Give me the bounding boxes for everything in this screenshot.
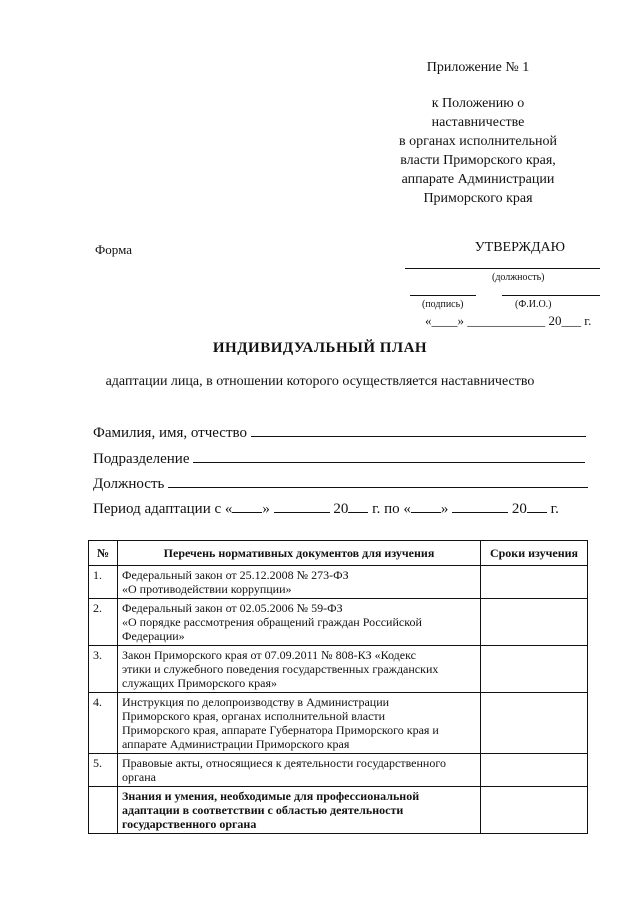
period-mid2: 20 — [333, 501, 349, 517]
row-document-line: Приморского края, аппарате Губернатора Приморского края и — [122, 723, 439, 737]
skills-row — [89, 787, 588, 834]
position-label: Должность — [93, 476, 165, 492]
skills-number-cell — [89, 787, 118, 834]
approval-date-line: «____» ____________ 20___ г. — [425, 313, 592, 328]
period-start-day-blank[interactable] — [232, 498, 262, 513]
table-row — [89, 754, 588, 787]
table-header-row — [89, 541, 588, 566]
row-document — [118, 693, 481, 754]
signature-line — [410, 295, 476, 296]
skills-text — [118, 787, 481, 834]
approval-signature-block — [400, 262, 600, 342]
fio-field — [93, 422, 586, 442]
row-term-cell[interactable] — [481, 599, 588, 646]
documents-table — [88, 540, 588, 834]
appendix-line: наставничестве — [431, 115, 525, 130]
name-hint: (Ф.И.О.) — [515, 299, 552, 310]
approval-title: УТВЕРЖДАЮ — [474, 240, 565, 255]
table-row — [89, 566, 588, 599]
department-label: Подразделение — [93, 451, 190, 467]
period-mid5: 20 — [511, 501, 527, 517]
row-term-cell[interactable] — [481, 754, 588, 787]
row-number: 3. — [89, 646, 118, 693]
department-field — [93, 448, 585, 468]
period-start-year-blank[interactable] — [348, 498, 368, 513]
form-label: Форма — [95, 242, 132, 257]
period-suffix: г. — [550, 501, 559, 517]
header-number: № — [89, 541, 118, 566]
skills-line: Знания и умения, необходимые для профессиональной — [122, 789, 420, 803]
period-prefix: Период адаптации с « — [93, 501, 233, 517]
signature-hint: (подпись) — [422, 299, 464, 310]
position-line — [405, 268, 600, 269]
appendix-block — [388, 60, 568, 208]
row-document — [118, 566, 481, 599]
period-mid4: » — [440, 501, 449, 517]
table-row — [89, 646, 588, 693]
row-document — [118, 646, 481, 693]
appendix-line: в органах исполнительной — [399, 134, 557, 149]
row-document-line: Приморского края, органах исполнительной власти — [122, 709, 386, 723]
appendix-number: Приложение № 1 — [426, 60, 530, 75]
row-number: 2. — [89, 599, 118, 646]
row-document-line: «О порядке рассмотрения обращений граждан Российской — [122, 615, 422, 629]
row-document — [118, 599, 481, 646]
name-line — [502, 295, 600, 296]
row-term-cell[interactable] — [481, 693, 588, 754]
appendix-line: Приморского края — [423, 191, 533, 206]
period-start-month-blank[interactable] — [274, 498, 330, 513]
table-row — [89, 693, 588, 754]
table-row — [89, 599, 588, 646]
header-terms: Сроки изучения — [481, 541, 588, 566]
row-number: 5. — [89, 754, 118, 787]
appendix-line: власти Приморского края, — [400, 153, 556, 168]
position-field — [93, 473, 588, 493]
skills-line: государственного органа — [122, 817, 257, 831]
header-documents: Перечень нормативных документов для изучения — [118, 541, 481, 566]
plan-subtitle: адаптации лица, в отношении которого осуществляется наставничество — [105, 374, 535, 389]
row-document-line: органа — [122, 770, 156, 784]
row-document-line: Федеральный закон от 02.05.2006 № 59-ФЗ — [122, 601, 343, 615]
row-document-line: служащих Приморского края» — [122, 676, 277, 690]
row-document-line: Федеральный закон от 25.12.2008 № 273-ФЗ — [122, 568, 349, 582]
period-end-year-blank[interactable] — [527, 498, 547, 513]
row-document-line: аппарате Администрации Приморского края — [122, 737, 350, 751]
row-document-line: этики и служебного поведения государственных гражданских — [122, 662, 439, 676]
appendix-line: к Положению о — [431, 96, 525, 111]
period-mid3: г. по « — [372, 501, 411, 517]
period-end-month-blank[interactable] — [452, 498, 508, 513]
row-document-line: Правовые акты, относящиеся к деятельности государственного — [122, 756, 446, 770]
skills-line: адаптации в соответствии с областью деятельности — [122, 803, 404, 817]
plan-title: ИНДИВИДУАЛЬНЫЙ ПЛАН — [212, 340, 428, 356]
skills-term-cell[interactable] — [481, 787, 588, 834]
row-term-cell[interactable] — [481, 646, 588, 693]
department-blank[interactable] — [193, 448, 585, 463]
row-document — [118, 754, 481, 787]
row-term-cell[interactable] — [481, 566, 588, 599]
fio-blank[interactable] — [251, 422, 586, 437]
period-end-day-blank[interactable] — [411, 498, 441, 513]
row-number: 4. — [89, 693, 118, 754]
row-document-line: «О противодействии коррупции» — [122, 582, 292, 596]
row-document-line: Закон Приморского края от 07.09.2011 № 808-КЗ «Кодекс — [122, 648, 416, 662]
appendix-lines — [388, 94, 568, 208]
position-blank[interactable] — [168, 473, 588, 488]
row-document-line: Федерации» — [122, 629, 185, 643]
fio-label: Фамилия, имя, отчество — [93, 425, 247, 441]
period-field — [93, 498, 559, 518]
row-document-line: Инструкция по делопроизводству в Администрации — [122, 695, 390, 709]
appendix-line: аппарате Администрации — [401, 172, 555, 187]
position-hint: (должность) — [492, 272, 545, 283]
row-number: 1. — [89, 566, 118, 599]
period-mid1: » — [262, 501, 270, 517]
